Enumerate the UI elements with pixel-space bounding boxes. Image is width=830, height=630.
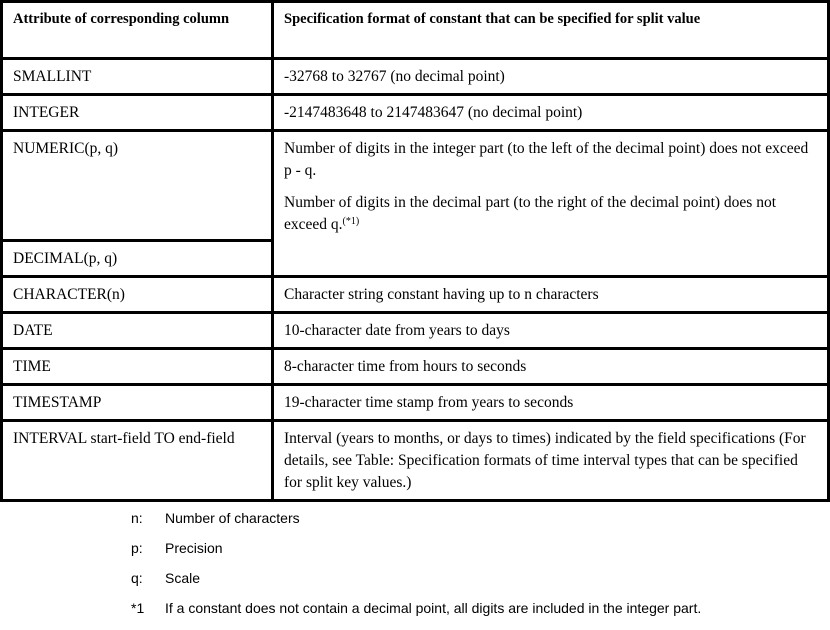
table-row	[2, 95, 829, 131]
table-header-row	[2, 2, 829, 59]
footnote-item	[131, 570, 701, 600]
footnote-key: p:	[131, 540, 143, 556]
header-spec-format: Specification format of constant that can be specified for split value	[273, 2, 829, 59]
table-row	[2, 277, 829, 313]
row-attribute: NUMERIC(p, q)	[2, 131, 273, 241]
row-attribute: SMALLINT	[2, 59, 273, 95]
row-attribute: CHARACTER(n)	[2, 277, 273, 313]
row-attribute: DATE	[2, 313, 273, 349]
footnote-key: n:	[131, 510, 143, 526]
row-attribute: INTEGER	[2, 95, 273, 131]
header-attribute: Attribute of corresponding column	[2, 2, 273, 59]
row-spec: Interval (years to months, or days to times) indicated by the field specifications (For details, see Table: Specification formats of time interval types that can be specified for split key values.)	[273, 421, 829, 501]
numeric-integer-part-text: Number of digits in the integer part (to the left of the decimal point) does not exceed p - q.	[284, 140, 809, 179]
footnote-text: If a constant does not contain a decimal point, all digits are included in the integer part.	[165, 600, 702, 616]
row-attribute: TIME	[2, 349, 273, 385]
footnote-ref: (*1)	[342, 216, 360, 227]
numeric-decimal-part-text	[284, 192, 817, 236]
numeric-decimal-part-body: Number of digits in the decimal part (to the right of the decimal point) does not exceed q.	[284, 194, 777, 233]
row-spec: 10-character date from years to days	[273, 313, 829, 349]
row-spec	[273, 131, 829, 277]
footnote-text: Scale	[165, 570, 201, 586]
footnote-text: Number of characters	[165, 510, 300, 526]
footnote-item	[131, 540, 701, 570]
row-spec: 19-character time stamp from years to seconds	[273, 385, 829, 421]
row-spec: -32768 to 32767 (no decimal point)	[273, 59, 829, 95]
footnote-item	[131, 600, 701, 630]
row-attribute: INTERVAL start-field TO end-field	[2, 421, 273, 501]
row-spec: 8-character time from hours to seconds	[273, 349, 829, 385]
table-row	[2, 421, 829, 501]
table-row	[2, 59, 829, 95]
table-row	[2, 313, 829, 349]
row-spec: -2147483648 to 2147483647 (no decimal point)	[273, 95, 829, 131]
footnote-item	[131, 510, 701, 540]
footnote-text: Precision	[165, 540, 223, 556]
footnotes	[131, 510, 701, 630]
row-attribute: DECIMAL(p, q)	[2, 241, 273, 277]
table-row	[2, 131, 829, 241]
row-attribute: TIMESTAMP	[2, 385, 273, 421]
row-spec: Character string constant having up to n characters	[273, 277, 829, 313]
table-row	[2, 385, 829, 421]
footnote-key: *1	[131, 600, 145, 616]
table-row	[2, 349, 829, 385]
footnote-key: q:	[131, 570, 143, 586]
